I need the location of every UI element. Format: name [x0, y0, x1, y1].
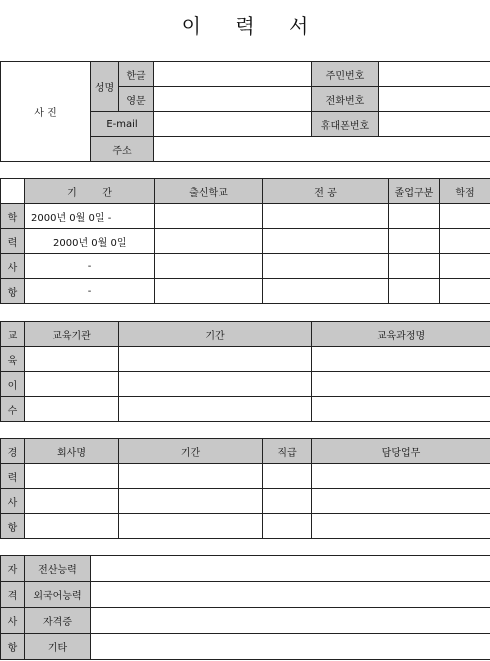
education-side-char: 항: [1, 279, 25, 304]
training-header-institution: 교육기관: [25, 322, 119, 347]
personal-info-table: [0, 61, 490, 162]
table-row: [1, 464, 490, 489]
qualification-table: [0, 555, 490, 660]
table-cell[interactable]: [389, 254, 440, 279]
qualification-side-char: 격: [1, 582, 25, 608]
career-side-char: 항: [1, 514, 25, 539]
table-row: [1, 582, 490, 608]
qualification-label-computer: 전산능력: [25, 556, 91, 582]
photo-box[interactable]: [1, 62, 91, 162]
korean-name-label: 한글: [119, 62, 154, 87]
name-label: 성명: [91, 62, 119, 112]
table-cell[interactable]: [312, 397, 490, 422]
education-header-gpa: 학점: [440, 179, 490, 204]
qualification-field-other[interactable]: [91, 634, 490, 660]
table-cell[interactable]: [119, 489, 263, 514]
table-cell[interactable]: [389, 279, 440, 304]
training-side-char: 교: [1, 322, 25, 347]
qualification-field-license[interactable]: [91, 608, 490, 634]
table-cell[interactable]: [312, 514, 490, 539]
table-cell[interactable]: [25, 347, 119, 372]
table-cell[interactable]: [440, 279, 490, 304]
career-side-char: 경: [1, 439, 25, 464]
qualification-label-license: 자격증: [25, 608, 91, 634]
table-cell[interactable]: [25, 489, 119, 514]
table-cell[interactable]: [263, 514, 312, 539]
table-cell[interactable]: [263, 489, 312, 514]
qualification-label-language: 외국어능력: [25, 582, 91, 608]
table-cell[interactable]: [25, 464, 119, 489]
table-row: [1, 347, 490, 372]
training-header-period: 기간: [119, 322, 312, 347]
email-label: E-mail: [91, 112, 154, 137]
resident-number-field[interactable]: [379, 62, 490, 87]
english-name-label: 영문: [119, 87, 154, 112]
education-side-blank: [1, 179, 25, 204]
resident-number-label: 주민번호: [312, 62, 379, 87]
table-cell[interactable]: [263, 229, 389, 254]
education-header-graduation: 졸업구분: [389, 179, 440, 204]
table-row: [1, 608, 490, 634]
table-cell[interactable]: [119, 347, 312, 372]
table-cell[interactable]: [263, 204, 389, 229]
english-name-field[interactable]: [154, 87, 312, 112]
table-cell[interactable]: [440, 254, 490, 279]
table-row: [1, 489, 490, 514]
education-period-cell[interactable]: -: [25, 279, 155, 304]
mobile-label: 휴대폰번호: [312, 112, 379, 137]
qualification-label-other: 기타: [25, 634, 91, 660]
training-side-char: 이: [1, 372, 25, 397]
document-title: 이 력 서: [181, 14, 323, 38]
table-cell[interactable]: [440, 229, 490, 254]
qualification-side-char: 자: [1, 556, 25, 582]
career-header-duties: 담당업무: [312, 439, 490, 464]
address-label: 주소: [91, 137, 154, 162]
table-cell[interactable]: [25, 397, 119, 422]
career-header-company: 회사명: [25, 439, 119, 464]
table-row: [1, 279, 490, 304]
career-side-char: 사: [1, 489, 25, 514]
table-cell[interactable]: [155, 204, 263, 229]
table-row: [1, 204, 490, 229]
education-side-char: 학: [1, 204, 25, 229]
career-side-char: 력: [1, 464, 25, 489]
table-cell[interactable]: [312, 464, 490, 489]
table-cell[interactable]: [263, 254, 389, 279]
table-cell[interactable]: [389, 229, 440, 254]
table-cell[interactable]: [263, 279, 389, 304]
mobile-field[interactable]: [379, 112, 490, 137]
education-side-char: 력: [1, 229, 25, 254]
photo-label: 사 진: [34, 108, 57, 119]
education-header-period: 기 간: [25, 179, 155, 204]
table-row: [1, 634, 490, 660]
training-side-char: 수: [1, 397, 25, 422]
table-cell[interactable]: [119, 372, 312, 397]
education-header-major: 전 공: [263, 179, 389, 204]
qualification-side-char: 항: [1, 634, 25, 660]
table-cell[interactable]: [312, 347, 490, 372]
table-cell[interactable]: [119, 464, 263, 489]
table-row: [1, 514, 490, 539]
address-field[interactable]: [154, 137, 490, 162]
table-cell[interactable]: [119, 514, 263, 539]
korean-name-field[interactable]: [154, 62, 312, 87]
education-table: [0, 178, 490, 304]
education-period-cell[interactable]: 2000년 0월 0일: [25, 229, 155, 254]
table-cell[interactable]: [440, 204, 490, 229]
education-period-cell[interactable]: -: [25, 254, 155, 279]
table-cell[interactable]: [25, 372, 119, 397]
table-row: [1, 254, 490, 279]
table-row: [1, 397, 490, 422]
career-header-period: 기간: [119, 439, 263, 464]
table-cell[interactable]: [389, 204, 440, 229]
education-header-school: 출신학교: [155, 179, 263, 204]
table-row: [1, 229, 490, 254]
table-cell[interactable]: [263, 464, 312, 489]
table-cell[interactable]: [155, 229, 263, 254]
table-row: [1, 372, 490, 397]
qualification-field-computer[interactable]: [91, 556, 490, 582]
qualification-side-char: 사: [1, 608, 25, 634]
training-header-course: 교육과정명: [312, 322, 490, 347]
table-cell[interactable]: [155, 254, 263, 279]
table-cell[interactable]: [119, 397, 312, 422]
career-header-position: 직급: [263, 439, 312, 464]
phone-label: 전화번호: [312, 87, 379, 112]
education-period-cell[interactable]: 2000년 0월 0일 -: [25, 204, 155, 229]
table-cell[interactable]: [155, 279, 263, 304]
career-table: [0, 438, 490, 539]
email-field[interactable]: [154, 112, 312, 137]
phone-field[interactable]: [379, 87, 490, 112]
training-side-char: 육: [1, 347, 25, 372]
table-cell[interactable]: [312, 489, 490, 514]
table-cell[interactable]: [25, 514, 119, 539]
qualification-field-language[interactable]: [91, 582, 490, 608]
table-cell[interactable]: [312, 372, 490, 397]
table-row: [1, 556, 490, 582]
training-table: [0, 321, 490, 422]
education-side-char: 사: [1, 254, 25, 279]
